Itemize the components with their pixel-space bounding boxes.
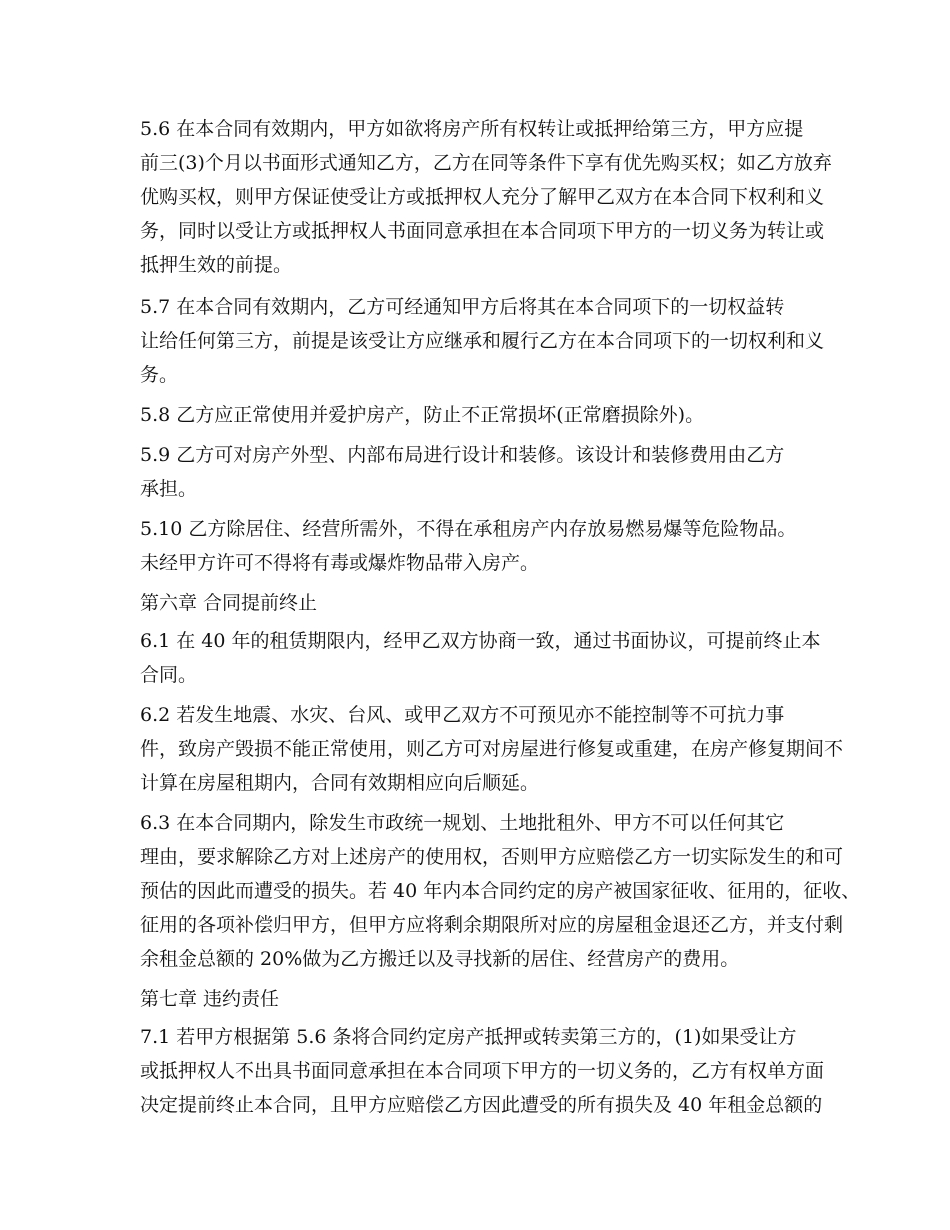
text-line-1: 5.6 在本合同有效期内，甲方如欲将房产所有权转让或抵押给第三方，甲方应提 (140, 118, 804, 140)
text-line-13: 未经甲方许可不得将有毒或爆炸物品带入房产。 (140, 552, 540, 574)
text-line-10: 5.9 乙方可对房产外型、内部布局进行设计和装修。该设计和装修费用由乙方 (140, 444, 785, 466)
text-line-5: 抵押生效的前提。 (140, 254, 293, 276)
text-line-28: 决定提前终止本合同，且甲方应赔偿乙方因此遭受的所有损失及 40 年租金总额的 (140, 1094, 823, 1116)
text-line-27: 或抵押权人不出具书面同意承担在本合同项下甲方的一切义务的，乙方有权单方面 (140, 1060, 825, 1082)
text-line-2: 前三(3)个月以书面形式通知乙方，乙方在同等条件下享有优先购买权；如乙方放弃 (140, 152, 832, 174)
text-line-22: 预估的因此而遭受的损失。若 40 年内本合同约定的房产被国家征收、征用的，征收、 (140, 880, 861, 902)
text-line-16: 合同。 (140, 664, 198, 686)
text-line-15: 6.1 在 40 年的租赁期限内，经甲乙双方协商一致，通过书面协议，可提前终止本 (140, 630, 821, 652)
text-line-3: 优购买权，则甲方保证使受让方或抵押权人充分了解甲乙双方在本合同下权利和义 (140, 186, 825, 208)
text-line-19: 计算在房屋租期内，合同有效期相应向后顺延。 (140, 772, 540, 794)
text-line-18: 件，致房产毁损不能正常使用，则乙方可对房屋进行修复或重建，在房产修复期间不 (140, 738, 844, 760)
text-line-6: 5.7 在本合同有效期内，乙方可经通知甲方后将其在本合同项下的一切权益转 (140, 296, 785, 318)
text-line-7: 让给任何第三方，前提是该受让方应继承和履行乙方在本合同项下的一切权利和义 (140, 330, 825, 352)
text-line-24: 余租金总额的 20%做为乙方搬迁以及寻找新的居住、经营房产的费用。 (140, 948, 740, 970)
text-line-23: 征用的各项补偿归甲方，但甲方应将剩余期限所对应的房屋租金退还乙方，并支付剩 (140, 914, 844, 936)
text-line-12: 5.10 乙方除居住、经营所需外，不得在承租房产内存放易燃易爆等危险物品。 (140, 518, 797, 540)
text-line-17: 6.2 若发生地震、水灾、台风、或甲乙双方不可预见亦不能控制等不可抗力事 (140, 704, 785, 726)
chapter-6-heading: 第六章 合同提前终止 (140, 592, 318, 614)
text-line-21: 理由，要求解除乙方对上述房产的使用权，否则甲方应赔偿乙方一切实际发生的和可 (140, 846, 844, 868)
text-line-20: 6.3 在本合同期内，除发生市政统一规划、土地批租外、甲方不可以任何其它 (140, 812, 785, 834)
text-line-8: 务。 (140, 364, 179, 386)
text-line-9: 5.8 乙方应正常使用并爱护房产，防止不正常损坏(正常磨损除外)。 (140, 404, 705, 426)
text-line-4: 务，同时以受让方或抵押权人书面同意承担在本合同项下甲方的一切义务为转让或 (140, 220, 825, 242)
text-line-26: 7.1 若甲方根据第 5.6 条将合同约定房产抵押或转卖第三方的，(1)如果受让方 (140, 1026, 797, 1048)
chapter-7-heading: 第七章 违约责任 (140, 988, 280, 1010)
text-line-11: 承担。 (140, 478, 198, 500)
